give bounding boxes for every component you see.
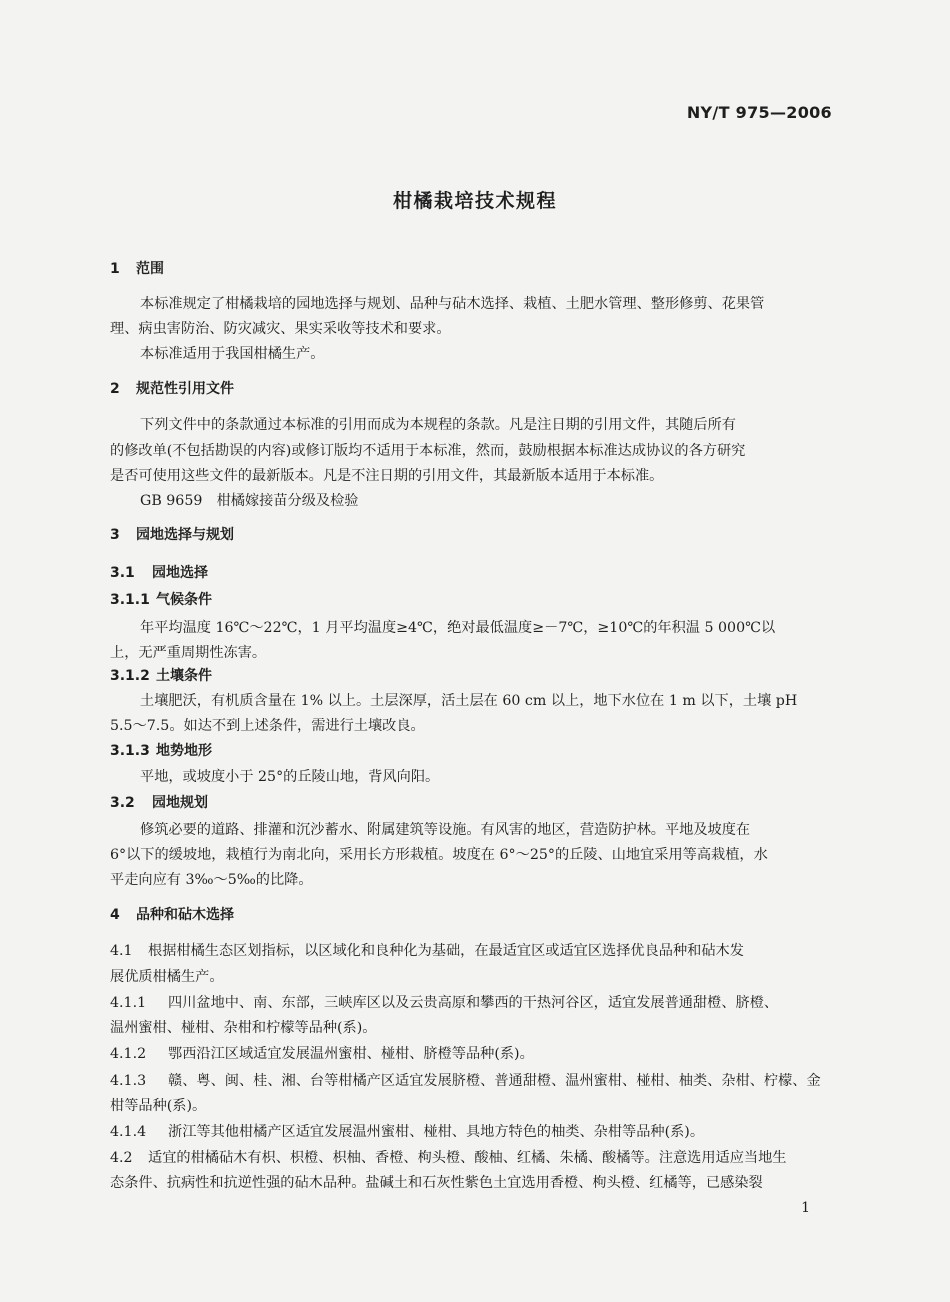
section-heading: 2 规范性引用文件 bbox=[110, 381, 234, 397]
paragraph-line: 修筑必要的道路、排灌和沉沙蓄水、附属建筑等设施。有风害的地区，营造防护林。平地及坡度在 bbox=[140, 822, 751, 838]
subsection-heading: 3.1.3 地势地形 bbox=[110, 743, 212, 759]
clause-line: 4.1.1 四川盆地中、南、东部，三峡库区以及云贵高原和攀西的干热河谷区，适宜发展普通甜橙、脐橙、 bbox=[110, 995, 779, 1011]
paragraph-line: 本标准规定了柑橘栽培的园地选择与规划、品种与砧木选择、栽植、土肥水管理、整形修剪、花果管 bbox=[140, 296, 765, 312]
clause-line: 4.2 适宜的柑橘砧木有枳、枳橙、枳柚、香橙、枸头橙、酸柚、红橘、朱橘、酸橘等。注意选用适应当地生 bbox=[110, 1150, 787, 1166]
paragraph-line: 上，无严重周期性冻害。 bbox=[110, 645, 267, 661]
paragraph-line: 土壤肥沃，有机质含量在 1% 以上。土层深厚，活土层在 60 cm 以上，地下水位在 1 m 以下，土壤 pH bbox=[140, 693, 798, 709]
section-heading: 3 园地选择与规划 bbox=[110, 527, 234, 543]
clause-line: 4.1.3 赣、粤、闽、桂、湘、台等柑橘产区适宜发展脐橙、普通甜橙、温州蜜柑、椪柑、柚类、杂柑、柠檬、金 bbox=[110, 1073, 821, 1089]
paragraph-line: 6°以下的缓坡地，栽植行为南北向，采用长方形栽植。坡度在 6°～25°的丘陵、山地宜采用等高栽植，水 bbox=[110, 847, 768, 863]
page-number: 1 bbox=[801, 1200, 810, 1216]
paragraph-line: 态条件、抗病性和抗逆性强的砧木品种。盐碱土和石灰性紫色土宜选用香橙、枸头橙、红橘等，已感染裂 bbox=[110, 1175, 763, 1191]
paragraph-line: 是否可使用这些文件的最新版本。凡是不注日期的引用文件，其最新版本适用于本标准。 bbox=[110, 468, 664, 484]
paragraph-line: 展优质柑橘生产。 bbox=[110, 969, 224, 985]
paragraph-line: 平地，或坡度小于 25°的丘陵山地，背风向阳。 bbox=[140, 769, 440, 785]
paragraph-line: 温州蜜柑、椪柑、杂柑和柠檬等品种(系)。 bbox=[110, 1020, 377, 1036]
subsection-heading: 3.1.2 土壤条件 bbox=[110, 668, 212, 684]
paragraph-line: 平走向应有 3‰～5‰的比降。 bbox=[110, 872, 313, 888]
paragraph-line: 5.5～7.5。如达不到上述条件，需进行土壤改良。 bbox=[110, 718, 425, 734]
paragraph-line: 理、病虫害防治、防灾减灾、果实采收等技术和要求。 bbox=[110, 321, 451, 337]
subsection-heading: 3.1.1 气候条件 bbox=[110, 592, 212, 608]
clause-line: 4.1.2 鄂西沿江区域适宜发展温州蜜柑、椪柑、脐橙等品种(系)。 bbox=[110, 1046, 534, 1062]
reference-line: GB 9659 柑橘嫁接苗分级及检验 bbox=[140, 493, 359, 509]
subsection-heading: 3.1 园地选择 bbox=[110, 565, 208, 581]
paragraph-line: 下列文件中的条款通过本标准的引用而成为本规程的条款。凡是注日期的引用文件，其随后所有 bbox=[140, 417, 736, 433]
section-heading: 1 范围 bbox=[110, 261, 164, 277]
paragraph-line: 的修改单(不包括勘误的内容)或修订版均不适用于本标准，然而，鼓励根据本标准达成协议的各方研究 bbox=[110, 443, 746, 459]
paragraph-line: 年平均温度 16℃～22℃，1 月平均温度≥4℃，绝对最低温度≥－7℃，≥10℃的年积温 5 000℃以 bbox=[140, 620, 776, 636]
paragraph-line: 柑等品种(系)。 bbox=[110, 1098, 207, 1114]
clause-line: 4.1.4 浙江等其他柑橘产区适宜发展温州蜜柑、椪柑、具地方特色的柚类、杂柑等品种(系)。 bbox=[110, 1124, 705, 1140]
section-heading: 4 品种和砧木选择 bbox=[110, 907, 234, 923]
page-title: 柑橘栽培技术规程 bbox=[392, 190, 557, 212]
subsection-heading: 3.2 园地规划 bbox=[110, 795, 208, 811]
standard-code: NY/T 975—2006 bbox=[686, 103, 832, 122]
clause-line: 4.1 根据柑橘生态区划指标，以区域化和良种化为基础，在最适宜区或适宜区选择优良品种和砧木发 bbox=[110, 943, 744, 959]
paragraph-line: 本标准适用于我国柑橘生产。 bbox=[140, 346, 325, 362]
